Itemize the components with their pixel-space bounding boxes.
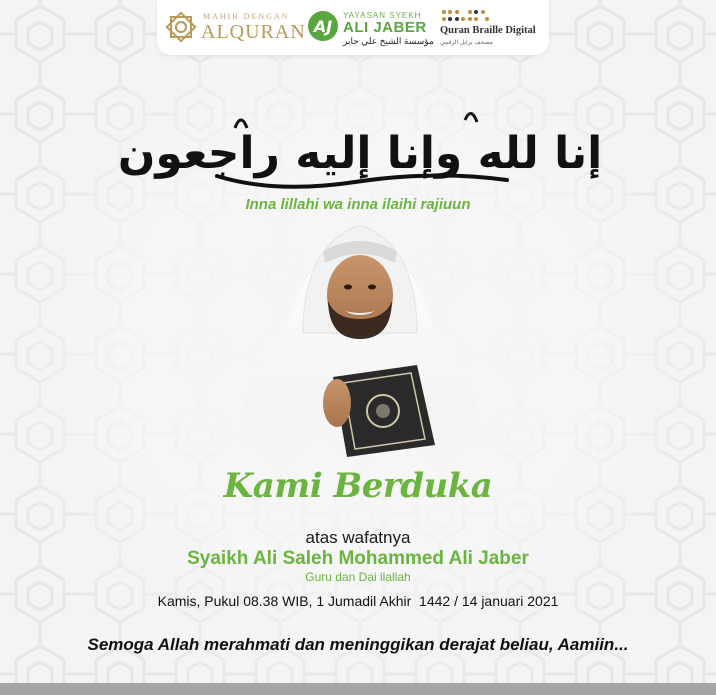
deceased-role: Guru dan Dai ilallah [305,570,411,584]
logo-braille-line2: مصحف برايل الرقمي [440,40,493,46]
logo-yayasan-line1: YAYASAN SYEKH [343,11,422,20]
ali-jaber-logo-icon [307,9,339,43]
bottom-strip [0,683,716,695]
svg-text:AJ: AJ [313,17,333,36]
headline: Kami Berduka [223,466,493,506]
braille-dots-icon [441,9,489,23]
logo-quran-braille [440,9,544,49]
header-logo-bar [157,0,549,55]
mahir-alquran-logo-icon [163,8,199,46]
logo-mahir-line1: MAHIR DENGAN [203,12,290,21]
portrait-photo [225,215,495,455]
logo-mahir-line2: ALQURAN [201,21,306,43]
logo-yayasan-ali-jaber [307,9,435,49]
logo-mahir-alquran [163,6,313,50]
logo-yayasan-arabic: مؤسسة الشيخ علي جابر [343,36,434,46]
deceased-name: Syaikh Ali Saleh Mohammed Ali Jaber [187,548,529,569]
transliteration: Inna lillahi wa inna ilaihi rajiuun [245,196,471,213]
logo-braille-line1: Quran Braille Digital [440,25,536,36]
prayer-text: Semoga Allah merahmati dan meninggikan derajat beliau, Aamiin... [87,635,629,654]
date-line: Kamis, Pukul 08.38 WIB, 1 Jumadil Akhir 1442 / 14 januari 2021 [157,593,559,609]
arabic-calligraphy [117,98,603,198]
logo-yayasan-line2: ALI JABER [343,19,427,36]
svg-text:إنا لله وإنا إليه راجعون: إنا لله وإنا إليه راجعون [117,128,603,179]
subtitle: atas wafatnya [305,528,411,547]
